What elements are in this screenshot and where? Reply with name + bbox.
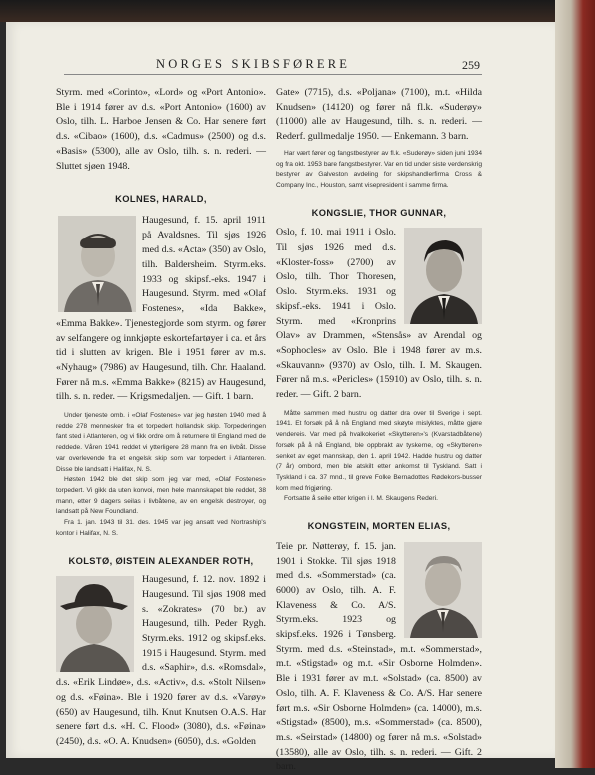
portrait-kongstein-image: [404, 542, 482, 638]
portrait-kongslie-image: [404, 228, 482, 324]
entry-name-kolsto: KOLSTØ, ØISTEIN ALEXANDER ROTH,: [68, 555, 254, 566]
entry-name-kolnes: KOLNES, HARALD,: [115, 194, 207, 205]
running-title: NORGES SKIBSFØRERE: [156, 57, 351, 71]
note-continued: Har vært fører og fangstbestyrer av fl.k. «Suderøy» siden juni 1934 og fra okt. 1953 bare fangstbestyrer. Var en tid under siste verdenskrig bestyrer av Galveston avdeling for skipshandlerfirma Cross & Company Inc., Houston, samt visepresident i samme firma.: [276, 149, 482, 189]
entry-text-kolsto: Haugesund, f. 12. nov. 1892 i Haugesund. Til sjøs 1908 med s. «Zokrates» (70 br.) av Haugesund, tilh. Peder Rygh. Styrm.eks. 1912 og skipsf.eks. 1915 i Haugesund. Styrm. med d.s. «Saphir», d.s. «Romsdal», d.s. «Erik Lindøe», d.s. «Activ», d.s. «Stolt Nilsen» og d.s. «Føina». Ble i 1920 fører av d.s. «Varøy» (650) av Haugesund, tilh. Knut Knutsen O.A.S. Har senere ført d.s. «H. C. Flood» (3080), d.s. «Føina» (2450), d.s. «O. A. Knudsen» (6050), d.s. «Golden: [56, 574, 266, 747]
portrait-kolnes: [58, 216, 136, 312]
left-column: [56, 86, 266, 750]
left-intro-paragraph: Styrm. med «Corinto», «Lord» og «Port Antonio». Ble i 1914 fører av d.s. «Port Antonio» (1600) av Oslo, tilh. L. Harboe Jensen & Co. Har senere ført d.s. «Cibao» (1600), d.s. «Cadmus» (2500) og d.s. «Basis» (5300), alle av Oslo, tilh. s. n. rederi. — Sluttet sjøen 1948.: [56, 87, 266, 172]
portrait-kongslie: [404, 228, 482, 324]
note-kolnes-3: Fra 1. jan. 1943 til 31. des. 1945 var jeg ansatt ved Nortraship's kontor i Halifax, N. S.: [56, 519, 266, 537]
portrait-kolsto-image: [56, 576, 134, 672]
header-rule: [64, 74, 482, 75]
entry-text-kongslie: Oslo, f. 10. mai 1911 i Oslo. Til sjøs 1926 med d.s. «Kloster-foss» (2700) av Oslo, tilh. Thor Thoresen, Oslo. Styrm.eks. 1931 og skipsf.-eks. 1941 i Oslo. Styrm. med «Kronprins Olav» av Drammen, «Stensås» av Arendal og «Sophocles» av Oslo. Ble i 1948 fører av m.s. «Skauvann» (9370) av Oslo, tilh. I. M. Skaugen. Fører nå m.s. «Pericles» (15910) av Oslo, tilh. s. n. reder. — Gift. 2 barn.: [276, 227, 482, 401]
entry-name-kongslie: KONGSLIE, THOR GUNNAR,: [311, 207, 447, 218]
portrait-kolnes-image: [58, 216, 136, 312]
right-column: [276, 86, 482, 775]
note-kolnes-1: Under tjeneste omb. i «Olaf Fostenes» var jeg høsten 1940 med å redde 278 mennesker fra et torpedert hollandsk skip. Torpederingen fant sted i Atlanteren, og vi fikk ordre om å returnere til England med de reddede. Våren 1941 reddet vi ytterligere 28 mann fra en livbåt. Disse var overlevende fra et engelsk skip som var torpedert i Atlanteren. Disse ble landsatt i Halifax, N. S.: [56, 412, 266, 473]
note-kolnes-2: Høsten 1942 ble det skip som jeg var med, «Olaf Fostenes» torpedert. Vi gikk da uten konvoi, men hele mannskapet ble reddet, 38 mann, etter 9 dagers seilas i livbåtene, av en engelsk destroyer, og landsatt på New Foundland.: [56, 476, 266, 516]
book-edge-top: [0, 0, 595, 22]
entry-text-kolnes: Haugesund, f. 15. april 1911 på Avaldsnes. Til sjøs 1926 med d.s. «Acta» (350) av Oslo, tilh. Baldersheim. Styrm.eks. 1933 og skipsf.-eks. 1947 i Haugesund. Styrm. med «Olaf Fostenes», «Ida Bakke», «Emma Bakke». Tjenestegjorde som styrm. og fører av selfangere og innkjøpte eskortefartøyer i ca. et års tid i slutten av krigen. Ble i 1951 fører av m.s. «Nyhaug» (7986) av Haugesund, tilh. Chr. Haaland. Fører nå m.s. «Emma Bakke» (8215) av Haugesund, tilh. s. n. reder. — Krigsmedaljen. — Gift. 1 barn.: [56, 214, 266, 403]
portrait-kongstein: [404, 542, 482, 638]
page-number: 259: [462, 58, 480, 72]
entry-text-kongstein: Teie pr. Nøtterøy, f. 15. jan. 1901 i Stokke. Til sjøs 1918 med d.s. «Sommerstad» (ca. 6000) av Oslo, tilh. A. F. Klaveness & Co. A/S. Styrm.eks. 1923 og skipsf.eks. 1926 i Tønsberg. Styrm. med d.s. «Steinstad», m.t. «Sommerstad», m.t. «Stigstad» og m.t. «Sir Osborne Holmden». Ble i 1931 fører av m.t. «Solstad» (ca. 8500) av Oslo, tilh. A. F. Klaveness & Co. A/S. Har senere ført m.s. «Sir Osborne Holmden» (ca. 14000), m.s. «Stigstad» (8500), m.s. «Sommerstad» (ca. 8500), m.s. «Seirstad» (14800) og fører nå m.s. «Solstad» (13580), alle av Oslo, tilh. s. n. rederi. — Gift. 2 barn.: [276, 540, 482, 773]
portrait-kolsto: [56, 576, 134, 672]
note-kongslie-1: Måtte sammen med hustru og datter dra over til Sverige i sept. 1941. Et forsøk på å nå England med skøyte mislyktes, måtte gjøre vendereis. Var med på hvalkokeriet «Skytteren»'s (Kvarstadbåtene) forsøk på å nå England, ble oppbrakt av tyskerne, og «Skytteren» senket av eget mannskap, den 1. april 1942. Hadde hustru og datter (7 år) ombord, men ble atskilt etter ankomst til Tyskland. Satt i Tyskland i ca. 37 mnd., til greve Folke Bernadottes Rødekors-busser kom med frigjøring.: [276, 409, 482, 492]
book-page-edges: [555, 0, 595, 768]
entry-name-kongstein: KONGSTEIN, MORTEN ELIAS,: [307, 521, 451, 532]
book-page: [6, 22, 555, 773]
right-intro-paragraph: Gate» (7715), d.s. «Poljana» (7100), m.t. «Hilda Knudsen» (14120) og fører nå fl.k. «Suderøy» (11000) alle av Haugesund, tilh. s. n. rederi. — Rederf. gullmedalje 1950. — Enkemann. 3 barn.: [276, 87, 482, 143]
note-kongslie-2: Fortsatte å seile etter krigen i I. M. Skaugens Rederi.: [284, 495, 438, 503]
